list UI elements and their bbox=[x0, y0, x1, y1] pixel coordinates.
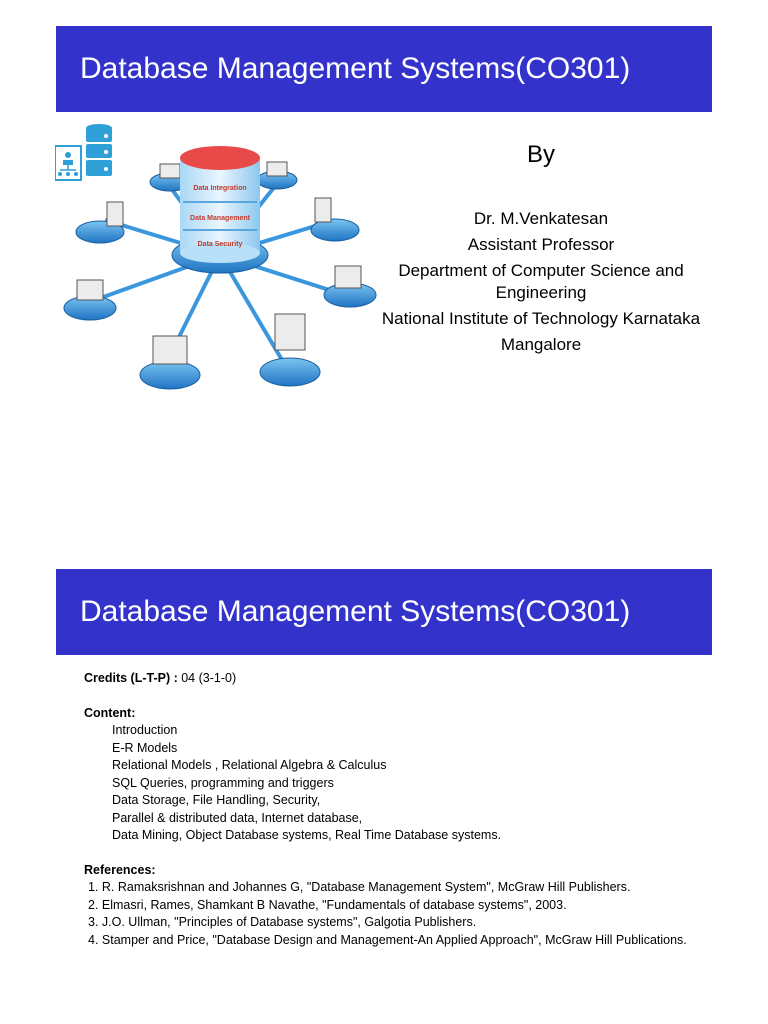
author-name: Dr. M.Venkatesan bbox=[473, 209, 609, 228]
reference-item: 3. J.O. Ullman, "Principles of Database systems", Galgotia Publishers. bbox=[88, 915, 477, 929]
reference-item: 4. Stamper and Price, "Database Design and Management-An Applied Approach", McGraw Hill Publications. bbox=[88, 932, 687, 947]
author-block bbox=[380, 140, 702, 360]
credits-line bbox=[84, 670, 704, 688]
diagram-label-management: Data Management bbox=[190, 215, 250, 222]
slide2-title-banner bbox=[56, 569, 712, 655]
content-item: Parallel & distributed data, Internet database, bbox=[112, 810, 363, 825]
content-item: E-R Models bbox=[112, 740, 178, 755]
references-label: References: bbox=[84, 862, 156, 877]
course-details bbox=[84, 670, 704, 949]
content-item: Data Storage, File Handling, Security, bbox=[112, 793, 321, 807]
content-item: Relational Models , Relational Algebra & Calculus bbox=[112, 758, 387, 772]
diagram-label-security: Data Security bbox=[197, 241, 243, 248]
references-list bbox=[84, 879, 704, 949]
diagram-label-integration: Data Integration bbox=[193, 185, 247, 192]
slide1-title-banner bbox=[56, 26, 712, 112]
content-label: Content: bbox=[84, 705, 136, 720]
author-institute: National Institute of Technology Karnataka bbox=[381, 309, 701, 328]
author-city: Mangalore bbox=[500, 335, 582, 354]
by-label: By bbox=[526, 141, 555, 168]
credits-value: 04 (3-1-0) bbox=[177, 671, 237, 685]
content-item: SQL Queries, programming and triggers bbox=[112, 775, 334, 790]
content-list bbox=[84, 722, 704, 845]
reference-item: 2. Elmasri, Rames, Shamkant B Navathe, "Fundamentals of database systems", 2003. bbox=[88, 897, 567, 912]
author-designation: Assistant Professor bbox=[467, 235, 615, 254]
content-item: Data Mining, Object Database systems, Real Time Database systems. bbox=[112, 828, 502, 842]
reference-item: 1. R. Ramaksrishnan and Johannes G, "Database Management System", McGraw Hill Publishers. bbox=[88, 880, 631, 894]
content-item: Introduction bbox=[112, 723, 178, 737]
credits-label: Credits (L-T-P) : bbox=[84, 671, 178, 685]
database-network-diagram bbox=[55, 130, 385, 420]
author-department: Department of Computer Science and Engineering bbox=[398, 261, 684, 302]
slide2-title: Database Management Systems(CO301) bbox=[80, 595, 631, 628]
slide1-title: Database Management Systems(CO301) bbox=[80, 52, 631, 85]
